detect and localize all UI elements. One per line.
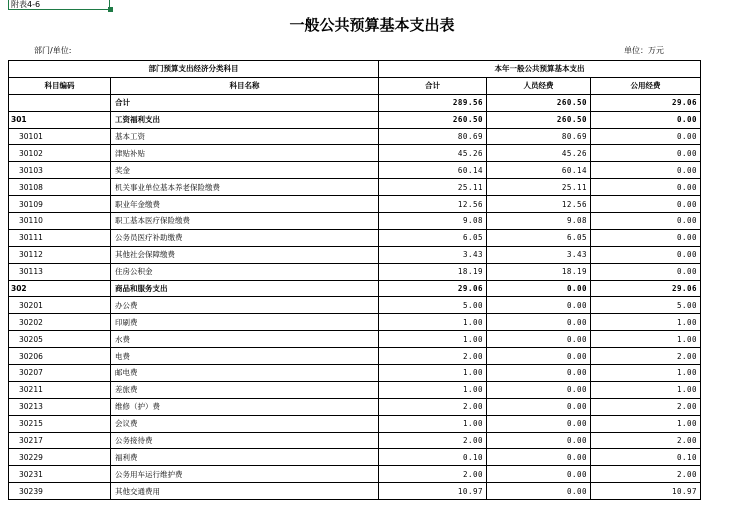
cell-public[interactable]: 1.00 (591, 415, 701, 432)
cell-code[interactable]: 30113 (9, 263, 111, 280)
cell-code[interactable]: 30112 (9, 246, 111, 263)
cell-total[interactable]: 45.26 (379, 145, 487, 162)
cell-code[interactable]: 30201 (9, 297, 111, 314)
cell-reference-box[interactable]: 附表4-6 (8, 0, 110, 10)
cell-personnel[interactable]: 260.50 (487, 94, 591, 111)
cell-code[interactable]: 302 (9, 280, 111, 297)
cell-name[interactable]: 印刷费 (111, 314, 379, 331)
page-title: 一般公共预算基本支出表 (289, 16, 455, 34)
cell-public[interactable]: 0.00 (591, 162, 701, 179)
cell-code[interactable]: 30102 (9, 145, 111, 162)
cell-code[interactable]: 30213 (9, 398, 111, 415)
cell-public[interactable]: 2.00 (591, 466, 701, 483)
cell-name[interactable]: 奖金 (111, 162, 379, 179)
table-row (9, 415, 701, 432)
cell-public[interactable]: 29.06 (591, 280, 701, 297)
table-row (9, 128, 701, 145)
table-row (9, 196, 701, 213)
header-group-classification: 部门预算支出经济分类科目 (9, 61, 379, 78)
cell-public[interactable]: 0.00 (591, 128, 701, 145)
cell-personnel[interactable]: 60.14 (487, 162, 591, 179)
cell-code[interactable]: 30101 (9, 128, 111, 145)
cell-total[interactable]: 25.11 (379, 179, 487, 196)
table-row (9, 297, 701, 314)
cell-name[interactable]: 津贴补贴 (111, 145, 379, 162)
cell-name[interactable]: 公务接待费 (111, 432, 379, 449)
cell-code[interactable]: 30229 (9, 449, 111, 466)
cell-total[interactable]: 10.97 (379, 483, 487, 500)
unit-label: 单位：万元 (624, 46, 664, 55)
cell-total[interactable]: 3.43 (379, 246, 487, 263)
cell-name[interactable]: 邮电费 (111, 365, 379, 382)
table-row (9, 263, 701, 280)
cell-public[interactable]: 2.00 (591, 398, 701, 415)
cell-code[interactable]: 30109 (9, 196, 111, 213)
cell-code[interactable]: 30207 (9, 365, 111, 382)
cell-name[interactable]: 维修（护）费 (111, 398, 379, 415)
expenditure-table (8, 60, 701, 500)
cell-total[interactable]: 1.00 (379, 415, 487, 432)
cell-personnel[interactable]: 3.43 (487, 246, 591, 263)
cell-public[interactable]: 29.06 (591, 94, 701, 111)
table-row (9, 94, 701, 111)
cell-total[interactable]: 2.00 (379, 398, 487, 415)
cell-personnel[interactable]: 0.00 (487, 432, 591, 449)
cell-name[interactable]: 商品和服务支出 (111, 280, 379, 297)
header-public: 公用经费 (591, 77, 701, 94)
cell-personnel[interactable]: 25.11 (487, 179, 591, 196)
cell-public[interactable]: 0.00 (591, 145, 701, 162)
cell-personnel[interactable]: 9.08 (487, 213, 591, 230)
cell-code[interactable]: 30103 (9, 162, 111, 179)
cell-name[interactable]: 住房公积金 (111, 263, 379, 280)
cell-total[interactable]: 1.00 (379, 331, 487, 348)
cell-public[interactable]: 2.00 (591, 348, 701, 365)
cell-personnel[interactable]: 45.26 (487, 145, 591, 162)
cell-public[interactable]: 1.00 (591, 314, 701, 331)
table-row (9, 179, 701, 196)
cell-code[interactable]: 30211 (9, 381, 111, 398)
cell-personnel[interactable]: 0.00 (487, 483, 591, 500)
cell-code[interactable]: 30205 (9, 331, 111, 348)
cell-name[interactable]: 会议费 (111, 415, 379, 432)
cell-code[interactable]: 301 (9, 111, 111, 128)
table-row (9, 145, 701, 162)
cell-total[interactable]: 289.56 (379, 94, 487, 111)
cell-personnel[interactable]: 0.00 (487, 331, 591, 348)
cell-name[interactable]: 其他交通费用 (111, 483, 379, 500)
header-total: 合计 (379, 77, 487, 94)
cell-name[interactable]: 福利费 (111, 449, 379, 466)
cell-public[interactable]: 1.00 (591, 381, 701, 398)
cell-name[interactable]: 办公费 (111, 297, 379, 314)
table-row (9, 381, 701, 398)
table-row (9, 466, 701, 483)
cell-name[interactable]: 工资福利支出 (111, 111, 379, 128)
fill-handle[interactable] (108, 7, 113, 12)
cell-total[interactable]: 2.00 (379, 466, 487, 483)
table-row (9, 111, 701, 128)
cell-code[interactable]: 30202 (9, 314, 111, 331)
cell-name[interactable]: 差旅费 (111, 381, 379, 398)
cell-personnel[interactable]: 6.05 (487, 229, 591, 246)
cell-name[interactable]: 其他社会保障缴费 (111, 246, 379, 263)
cell-code[interactable]: 30206 (9, 348, 111, 365)
table-row (9, 213, 701, 230)
cell-public[interactable]: 0.00 (591, 213, 701, 230)
cell-public[interactable]: 5.00 (591, 297, 701, 314)
cell-total[interactable]: 80.69 (379, 128, 487, 145)
cell-personnel[interactable]: 12.56 (487, 196, 591, 213)
header-code: 科目编码 (9, 77, 111, 94)
cell-public[interactable]: 10.97 (591, 483, 701, 500)
cell-public[interactable]: 0.00 (591, 263, 701, 280)
cell-total[interactable]: 12.56 (379, 196, 487, 213)
table-row (9, 331, 701, 348)
table-row (9, 483, 701, 500)
cell-public[interactable]: 0.00 (591, 246, 701, 263)
cell-total[interactable]: 60.14 (379, 162, 487, 179)
cell-total[interactable]: 2.00 (379, 348, 487, 365)
cell-public[interactable]: 0.00 (591, 179, 701, 196)
cell-personnel[interactable]: 80.69 (487, 128, 591, 145)
cell-total[interactable]: 18.19 (379, 263, 487, 280)
cell-total[interactable]: 1.00 (379, 381, 487, 398)
cell-public[interactable]: 0.00 (591, 111, 701, 128)
cell-personnel[interactable]: 0.00 (487, 466, 591, 483)
cell-name[interactable]: 职工基本医疗保险缴费 (111, 213, 379, 230)
table-row (9, 162, 701, 179)
cell-name[interactable]: 合计 (111, 94, 379, 111)
table-row (9, 398, 701, 415)
cell-personnel[interactable]: 0.00 (487, 297, 591, 314)
cell-code[interactable]: 30111 (9, 229, 111, 246)
cell-personnel[interactable]: 0.00 (487, 398, 591, 415)
header-name: 科目名称 (111, 77, 379, 94)
cell-total[interactable]: 1.00 (379, 314, 487, 331)
cell-public[interactable]: 1.00 (591, 331, 701, 348)
cell-public[interactable]: 2.00 (591, 432, 701, 449)
cell-name[interactable]: 公务用车运行维护费 (111, 466, 379, 483)
cell-name[interactable]: 水费 (111, 331, 379, 348)
cell-personnel[interactable]: 0.00 (487, 348, 591, 365)
cell-personnel[interactable]: 260.50 (487, 111, 591, 128)
table-row (9, 314, 701, 331)
cell-personnel[interactable]: 0.00 (487, 449, 591, 466)
cell-code[interactable] (9, 94, 111, 111)
cell-total[interactable]: 29.06 (379, 280, 487, 297)
cell-total[interactable]: 6.05 (379, 229, 487, 246)
cell-total[interactable]: 260.50 (379, 111, 487, 128)
cell-personnel[interactable]: 0.00 (487, 280, 591, 297)
dept-label: 部门/单位: (34, 46, 72, 55)
cell-name[interactable]: 电费 (111, 348, 379, 365)
cell-personnel[interactable]: 0.00 (487, 365, 591, 382)
cell-total[interactable]: 0.10 (379, 449, 487, 466)
cell-total[interactable]: 9.08 (379, 213, 487, 230)
cell-public[interactable]: 0.00 (591, 229, 701, 246)
cell-code[interactable]: 30215 (9, 415, 111, 432)
cell-public[interactable]: 0.10 (591, 449, 701, 466)
table-row (9, 432, 701, 449)
header-personnel: 人员经费 (487, 77, 591, 94)
cell-public[interactable]: 0.00 (591, 196, 701, 213)
cell-code[interactable]: 30231 (9, 466, 111, 483)
table-row (9, 365, 701, 382)
table-row (9, 246, 701, 263)
cell-name[interactable]: 职业年金缴费 (111, 196, 379, 213)
cell-total[interactable]: 5.00 (379, 297, 487, 314)
table-row (9, 449, 701, 466)
cell-personnel[interactable]: 0.00 (487, 314, 591, 331)
cell-name[interactable]: 公务员医疗补助缴费 (111, 229, 379, 246)
cell-total[interactable]: 1.00 (379, 365, 487, 382)
cell-personnel[interactable]: 18.19 (487, 263, 591, 280)
cell-name[interactable]: 机关事业单位基本养老保险缴费 (111, 179, 379, 196)
table-row (9, 348, 701, 365)
cell-code[interactable]: 30239 (9, 483, 111, 500)
table-row (9, 229, 701, 246)
cell-code[interactable]: 30110 (9, 213, 111, 230)
cell-code[interactable]: 30217 (9, 432, 111, 449)
header-group-expenditure: 本年一般公共预算基本支出 (379, 61, 701, 78)
cell-total[interactable]: 2.00 (379, 432, 487, 449)
cell-personnel[interactable]: 0.00 (487, 415, 591, 432)
table-row (9, 280, 701, 297)
cell-personnel[interactable]: 0.00 (487, 381, 591, 398)
cell-name[interactable]: 基本工资 (111, 128, 379, 145)
cell-code[interactable]: 30108 (9, 179, 111, 196)
cell-public[interactable]: 1.00 (591, 365, 701, 382)
